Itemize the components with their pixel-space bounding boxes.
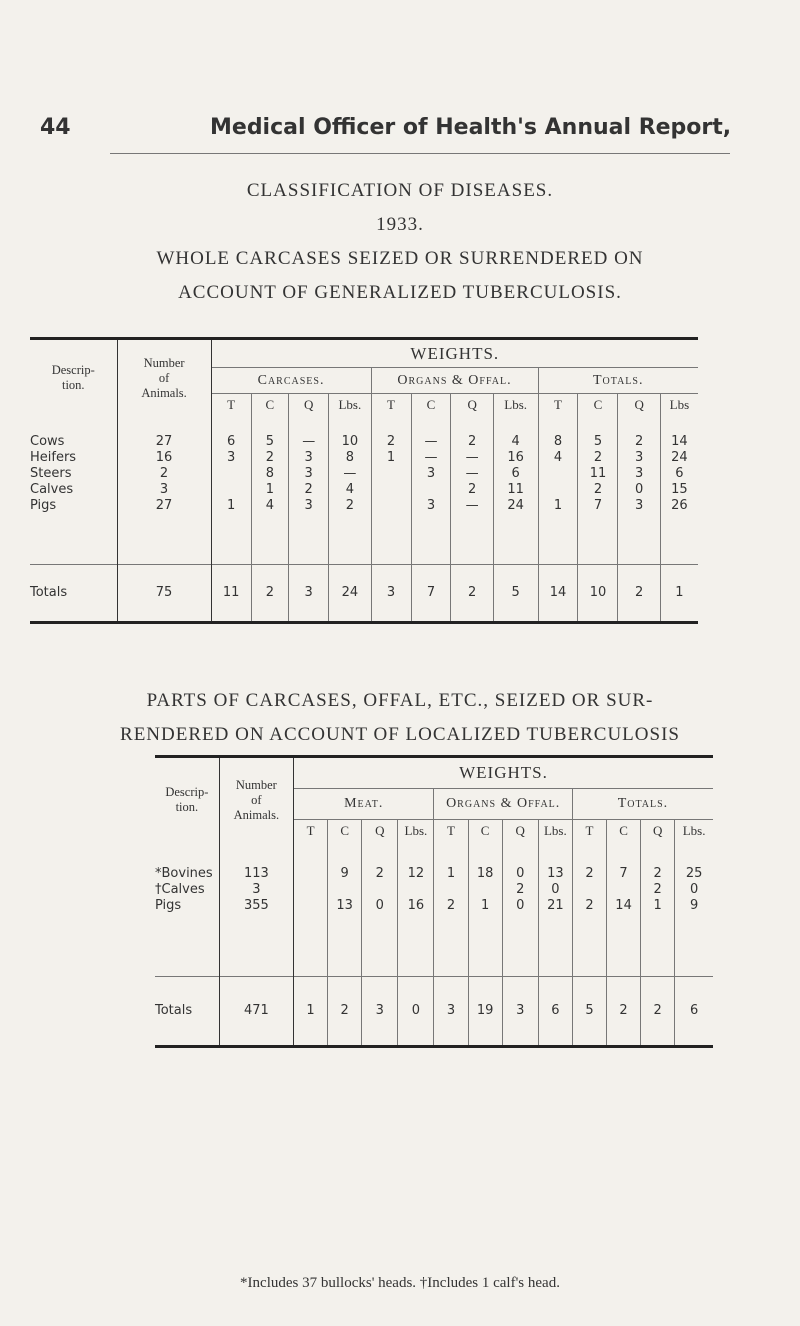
cell-value: [412, 482, 451, 498]
cell-value: 2: [386, 434, 396, 449]
cell-value: 0: [516, 866, 525, 881]
value-column: [502, 842, 538, 977]
cell-value: 6: [226, 434, 236, 449]
cell-value: —: [424, 434, 438, 449]
totals-value: 2: [618, 565, 660, 623]
row-description: Pigs: [30, 498, 57, 513]
cell-value: 21: [547, 898, 564, 913]
row-number: 3: [252, 882, 261, 897]
value-column: [329, 416, 371, 565]
cell-value: 1: [446, 866, 456, 881]
cell-value: 11: [589, 466, 607, 481]
totals-value: 7: [411, 565, 451, 623]
value-column: [493, 416, 538, 565]
cell-value: 0: [551, 882, 560, 897]
cell-value: 3: [634, 466, 644, 481]
row-number: 16: [155, 450, 173, 465]
totals-label: Totals: [30, 565, 117, 623]
value-column: [289, 416, 329, 565]
running-title: Medical Officer of Health's Annual Report,: [210, 115, 732, 140]
cell-value: 0: [516, 898, 525, 913]
totals-value: 2: [328, 977, 362, 1047]
cell-value: 1: [386, 450, 396, 465]
value-column: [468, 842, 502, 977]
cell-value: 8: [265, 466, 275, 481]
totals-value: 11: [211, 565, 251, 623]
cell-value: [328, 882, 361, 898]
row-description: Heifers: [30, 450, 77, 465]
col-header: Lbs: [660, 394, 698, 417]
totals-value: 1: [293, 977, 327, 1047]
col-header: Q: [451, 394, 493, 417]
cell-value: [372, 498, 411, 514]
group-totals: Totals.: [572, 789, 713, 820]
row-description: Calves: [30, 482, 74, 497]
col-header: C: [251, 394, 289, 417]
totals-label: Totals: [155, 977, 219, 1047]
value-column: [362, 842, 398, 977]
cell-value: 13: [547, 866, 564, 881]
row-number: 3: [159, 482, 169, 497]
totals-value: 14: [538, 565, 578, 623]
value-column: [538, 842, 572, 977]
cell-value: 3: [634, 498, 644, 513]
cell-value: 3: [304, 466, 313, 481]
col-header: C: [468, 820, 502, 843]
col-header: C: [578, 394, 618, 417]
group-organs-offal: Organs & Offal.: [434, 789, 572, 820]
cell-value: [607, 882, 640, 898]
totals-value: 19: [468, 977, 502, 1047]
desc-header: Descrip- tion.: [155, 757, 219, 843]
cell-value: [539, 466, 578, 482]
cell-value: 2: [593, 482, 603, 497]
cell-value: 13: [336, 898, 353, 913]
desc-header: Descrip- tion.: [30, 339, 117, 417]
cell-value: 2: [593, 450, 603, 465]
value-column: [538, 416, 578, 565]
cell-value: —: [343, 466, 357, 481]
cell-value: 1: [553, 498, 563, 513]
cell-value: 3: [426, 466, 436, 481]
cell-value: 3: [304, 450, 313, 465]
page-header: [40, 115, 770, 155]
totals-value: 6: [538, 977, 572, 1047]
cell-value: 3: [426, 498, 436, 513]
weights-header: WEIGHTS.: [211, 339, 698, 368]
cell-value: 0: [634, 482, 644, 497]
cell-value: 2: [468, 482, 477, 497]
group-organs-offal: Organs & Offal.: [371, 368, 538, 394]
generalized-tb-table: [30, 337, 698, 624]
col-header: Lbs.: [493, 394, 538, 417]
cell-value: 26: [671, 498, 688, 513]
totals-value: 3: [362, 977, 398, 1047]
group-meat: Meat.: [293, 789, 433, 820]
totals-value: 3: [434, 977, 468, 1047]
value-column: [607, 842, 641, 977]
cell-value: 4: [511, 434, 520, 449]
col-header: Lbs.: [398, 820, 434, 843]
cell-value: 0: [375, 898, 384, 913]
col-header: C: [328, 820, 362, 843]
totals-value: 2: [251, 565, 289, 623]
totals-value: 2: [607, 977, 641, 1047]
cell-value: 14: [671, 434, 688, 449]
cell-value: 1: [226, 498, 236, 513]
value-column: [572, 842, 606, 977]
row-description: Steers: [30, 466, 72, 481]
number-column: [117, 416, 211, 565]
col-header: Lbs.: [675, 820, 713, 843]
section2-title-line2: RENDERED ON ACCOUNT OF LOCALIZED TUBERCULOSIS: [120, 724, 680, 745]
section1-year: 1933.: [376, 214, 424, 235]
totals-value: 24: [329, 565, 371, 623]
cell-value: 16: [507, 450, 524, 465]
totals-value: 2: [451, 565, 493, 623]
cell-value: 7: [619, 866, 628, 881]
row-description: Cows: [30, 434, 65, 449]
col-header: Q: [289, 394, 329, 417]
value-column: [578, 416, 618, 565]
group-totals: Totals.: [538, 368, 698, 394]
cell-value: 2: [446, 898, 456, 913]
value-column: [411, 416, 451, 565]
cell-value: 9: [340, 866, 349, 881]
section1-subtitle-line1: WHOLE CARCASES SEIZED OR SURRENDERED ON: [156, 248, 644, 269]
col-header: C: [607, 820, 641, 843]
cell-value: 11: [507, 482, 524, 497]
totals-value: 3: [289, 565, 329, 623]
totals-value: 5: [572, 977, 606, 1047]
row-description: *Bovines: [155, 866, 213, 881]
row-description: †Calves: [155, 882, 205, 897]
section1-subtitle-line2: ACCOUNT OF GENERALIZED TUBERCULOSIS.: [178, 282, 622, 303]
cell-value: 14: [615, 898, 632, 913]
number-header: Number of Animals.: [219, 757, 293, 843]
totals-value: 5: [493, 565, 538, 623]
cell-value: 2: [468, 434, 477, 449]
cell-value: 8: [553, 434, 563, 449]
desc-column: [155, 842, 219, 977]
col-header: T: [538, 394, 578, 417]
cell-value: [372, 482, 411, 498]
value-column: [398, 842, 434, 977]
totals-number: 471: [219, 977, 293, 1047]
cell-value: 24: [671, 450, 688, 465]
value-column: [328, 842, 362, 977]
cell-value: 7: [593, 498, 603, 513]
cell-value: 2: [304, 482, 313, 497]
cell-value: —: [302, 434, 316, 449]
cell-value: 24: [507, 498, 524, 513]
col-header: T: [572, 820, 606, 843]
cell-value: [362, 882, 397, 898]
value-column: [293, 842, 327, 977]
col-header: T: [227, 397, 236, 412]
row-number: 113: [243, 866, 269, 881]
cell-value: 5: [265, 434, 275, 449]
cell-value: [212, 466, 251, 482]
cell-value: 6: [511, 466, 520, 481]
totals-value: 6: [675, 977, 713, 1047]
cell-value: [398, 882, 433, 898]
cell-value: 9: [689, 898, 699, 913]
cell-value: 2: [345, 498, 354, 513]
cell-value: 2: [585, 898, 594, 913]
totals-value: 2: [641, 977, 675, 1047]
cell-value: 2: [653, 866, 662, 881]
cell-value: 2: [653, 882, 662, 897]
value-column: [451, 416, 493, 565]
header-rule: [110, 153, 730, 154]
row-number: 27: [155, 498, 173, 513]
cell-value: 1: [653, 898, 662, 913]
number-column: [219, 842, 293, 977]
value-column: [434, 842, 468, 977]
cell-value: [294, 898, 327, 914]
cell-value: 1: [265, 482, 275, 497]
col-header: Q: [641, 820, 675, 843]
cell-value: 15: [671, 482, 688, 497]
totals-value: 3: [371, 565, 411, 623]
col-header: T: [434, 820, 468, 843]
totals-value: 1: [660, 565, 698, 623]
value-column: [675, 842, 713, 977]
cell-value: [372, 466, 411, 482]
col-header: Q: [618, 394, 660, 417]
col-header: Q: [502, 820, 538, 843]
cell-value: 4: [553, 450, 563, 465]
cell-value: —: [424, 450, 438, 465]
cell-value: —: [465, 466, 479, 481]
cell-value: 2: [265, 450, 275, 465]
cell-value: 25: [685, 866, 703, 881]
totals-value: 0: [398, 977, 434, 1047]
totals-value: 10: [578, 565, 618, 623]
value-column: [641, 842, 675, 977]
cell-value: [294, 866, 327, 882]
cell-value: 2: [634, 434, 644, 449]
col-header: T: [306, 823, 315, 838]
cell-value: [469, 882, 502, 898]
page-number: 44: [40, 115, 71, 140]
value-column: [618, 416, 660, 565]
desc-column: [30, 416, 117, 565]
value-column: [251, 416, 289, 565]
group-carcases: Carcases.: [211, 368, 371, 394]
cell-value: 3: [304, 498, 313, 513]
cell-value: [294, 882, 327, 898]
cell-value: —: [465, 498, 479, 513]
cell-value: 8: [345, 450, 354, 465]
cell-value: [212, 482, 251, 498]
cell-value: 1: [480, 898, 490, 913]
section1-title: CLASSIFICATION OF DISEASES.: [246, 180, 554, 201]
cell-value: 4: [345, 482, 354, 497]
cell-value: 2: [516, 882, 525, 897]
row-number: 27: [155, 434, 173, 449]
row-description: Pigs: [155, 898, 182, 913]
cell-value: 5: [593, 434, 603, 449]
col-header: C: [411, 394, 451, 417]
cell-value: 18: [476, 866, 494, 881]
cell-value: [539, 482, 578, 498]
row-number: 355: [243, 898, 269, 913]
cell-value: 4: [265, 498, 275, 513]
col-header: T: [371, 394, 411, 417]
col-header: Lbs.: [329, 394, 371, 417]
value-column: [211, 416, 251, 565]
col-header: Lbs.: [538, 820, 572, 843]
totals-value: 3: [502, 977, 538, 1047]
cell-value: 3: [226, 450, 236, 465]
cell-value: 12: [407, 866, 425, 881]
cell-value: 2: [375, 866, 384, 881]
value-column: [660, 416, 698, 565]
cell-value: 3: [634, 450, 644, 465]
cell-value: 0: [689, 882, 699, 897]
cell-value: [434, 882, 467, 898]
row-number: 2: [159, 466, 169, 481]
localized-tb-table: [155, 755, 713, 1048]
cell-value: [573, 882, 606, 898]
totals-number: 75: [117, 565, 211, 623]
footnote: *Includes 37 bullocks' heads. †Includes 1 calf's head.: [240, 1275, 560, 1291]
cell-value: 10: [341, 434, 359, 449]
cell-value: 6: [675, 466, 684, 481]
weights-header: WEIGHTS.: [293, 757, 713, 789]
section2-title-line1: PARTS OF CARCASES, OFFAL, ETC., SEIZED OR SUR-: [146, 690, 654, 711]
cell-value: 16: [407, 898, 425, 913]
cell-value: 2: [585, 866, 594, 881]
number-header: Number of Animals.: [117, 339, 211, 417]
col-header: Q: [362, 820, 398, 843]
value-column: [371, 416, 411, 565]
cell-value: —: [465, 450, 479, 465]
